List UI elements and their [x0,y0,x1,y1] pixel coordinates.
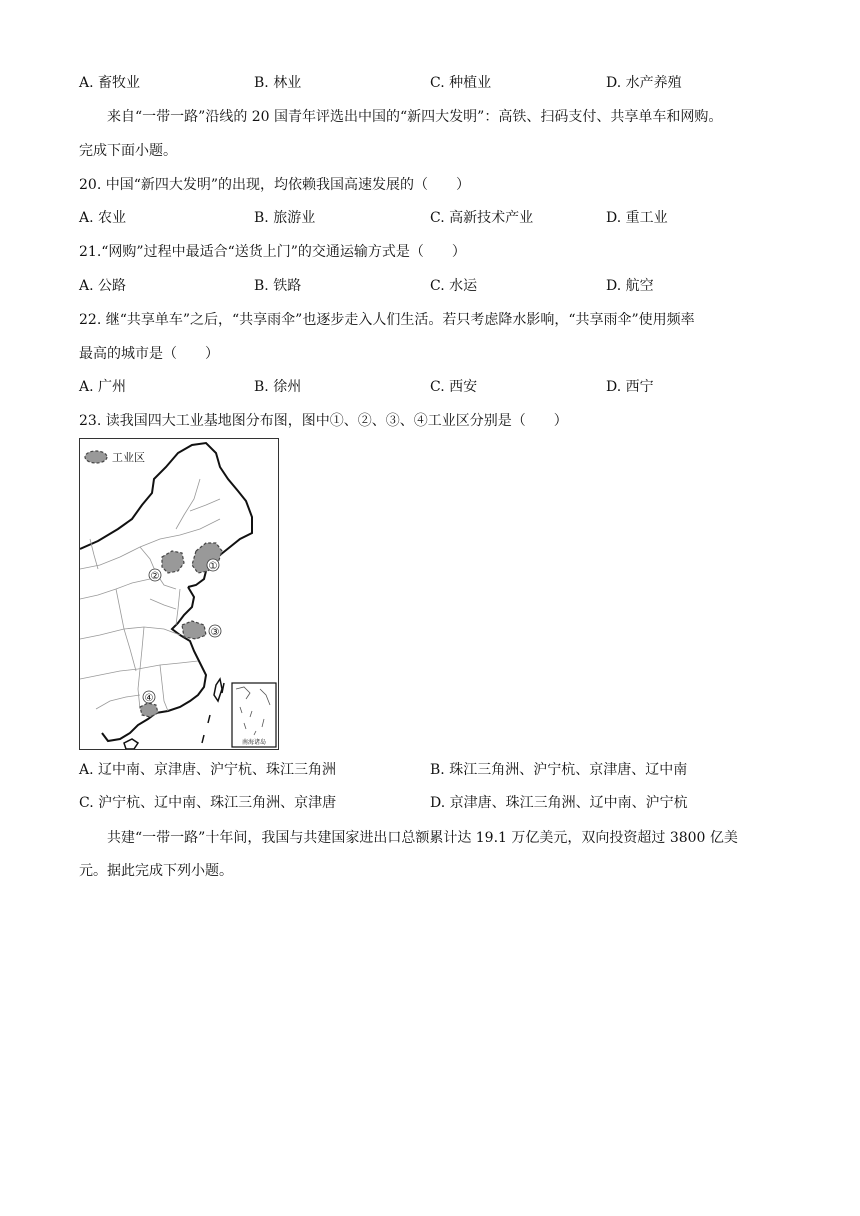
passage2-line1: 共建“一带一路”十年间，我国与共建国家进出口总额累计达 19.1 万亿美元，双向投资超过 3800 亿美 [107,830,738,846]
q21-stem: 21.“网购”过程中最适合“送货上门”的交通运输方式是（ ） [79,244,466,260]
map-svg [80,439,278,749]
q20-option-d: D. 重工业 [606,210,668,226]
q19-option-b: B. 林业 [254,75,302,91]
q23-option-c: C. 沪宁杭、辽中南、珠江三角洲、京津唐 [79,795,337,811]
province-boundaries [80,479,220,711]
q23-option-b: B. 珠江三角洲、沪宁杭、京津唐、辽中南 [430,762,688,778]
q22-stem-line2: 最高的城市是（ ） [79,346,219,362]
q21-option-a: A. 公路 [79,278,127,294]
q20-option-c: C. 高新技术产业 [430,210,534,226]
q21-option-b: B. 铁路 [254,278,302,294]
q21-option-c: C. 水运 [430,278,478,294]
legend-label: 工业区 [112,451,145,464]
q21-option-d: D. 航空 [606,278,654,294]
marker-3: ③ [210,627,220,638]
east-coastline [102,587,206,741]
marker-4: ④ [144,693,154,704]
q19-option-a: A. 畜牧业 [79,75,141,91]
q19-option-d: D. 水产养殖 [606,75,682,91]
marker-1: ① [208,561,218,572]
q23-option-a: A. 辽中南、京津唐、沪宁杭、珠江三角洲 [79,762,337,778]
passage1-line2: 完成下面小题。 [79,143,177,159]
industrial-zone-2 [162,551,184,573]
hainan-island [124,739,138,749]
q20-stem: 20. 中国“新四大发明”的出现，均依赖我国高速发展的（ ） [79,177,471,193]
q22-option-c: C. 西安 [430,379,478,395]
passage1-line1: 来自“一带一路”沿线的 20 国青年评选出中国的“新四大发明”：高铁、扫码支付、共享单车和网购。 [107,109,723,125]
south-china-sea-inset [232,683,276,747]
q20-option-a: A. 农业 [79,210,127,226]
inset-label: 南海诸岛 [241,739,267,746]
q23-stem: 23. 读我国四大工业基地图分布图，图中①、②、③、④工业区分别是（ ） [79,413,568,429]
marker-2: ② [150,571,160,582]
q22-stem-line1: 22. 继“共享单车”之后，“共享雨伞”也逐步走入人们生活。若只考虑降水影响，“共享雨伞”使用频率 [79,312,695,328]
q20-option-b: B. 旅游业 [254,210,316,226]
industrial-base-map [79,438,279,750]
q23-option-d: D. 京津唐、珠江三角洲、辽中南、沪宁杭 [430,795,688,811]
taiwan-island [214,679,222,701]
industrial-zone-4 [140,703,158,717]
q19-option-c: C. 种植业 [430,75,492,91]
q22-option-a: A. 广州 [79,379,127,395]
industrial-zone-3 [182,621,206,639]
q22-option-b: B. 徐州 [254,379,302,395]
q22-option-d: D. 西宁 [606,379,654,395]
passage2-line2: 元。据此完成下列小题。 [79,863,233,879]
legend-swatch-icon [85,451,107,463]
